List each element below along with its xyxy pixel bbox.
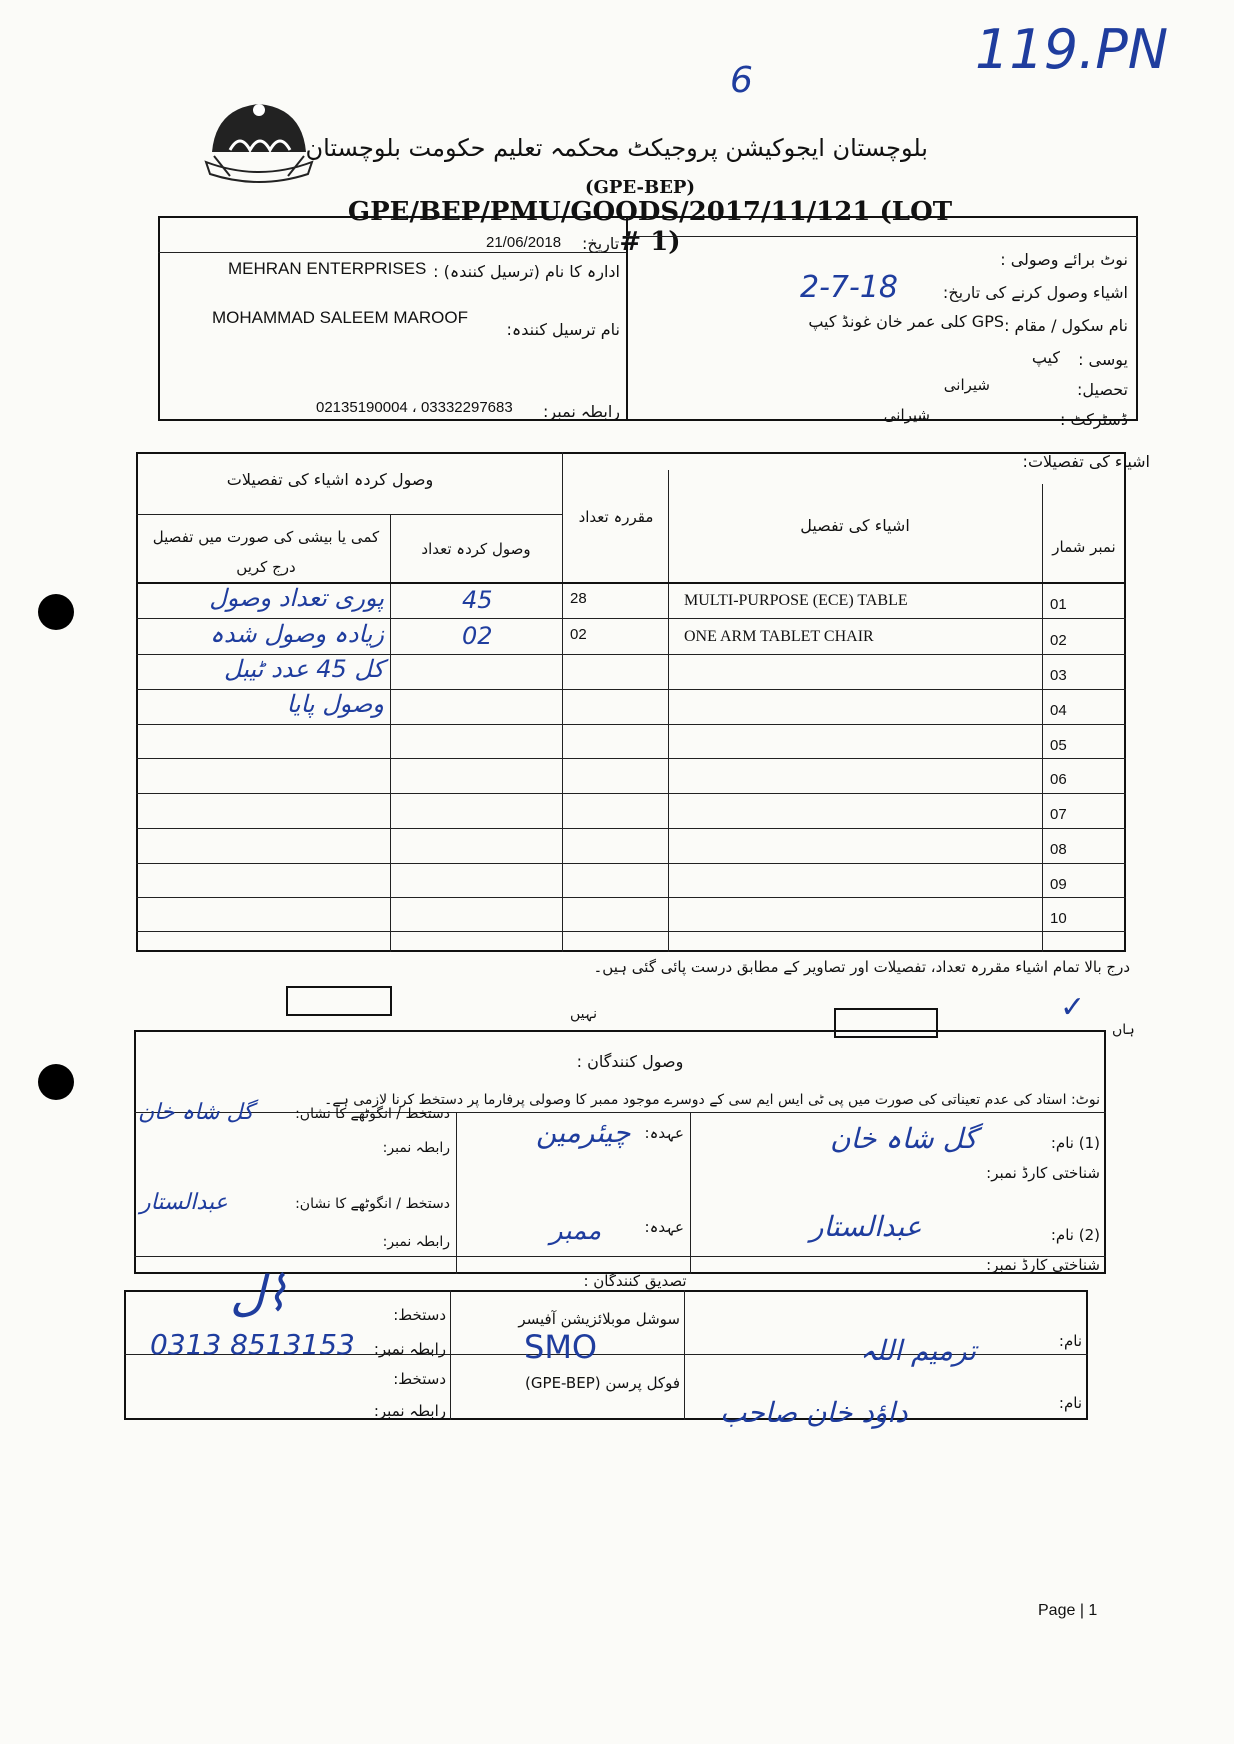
smo-name-label: نام: (1058, 1332, 1082, 1350)
contact-label: رابطہ نمبر: (543, 402, 620, 421)
items-section-label: اشیاء کی تفصیلات: (1022, 452, 1150, 471)
smo-contact-value: 0313 8513153 (150, 1328, 355, 1361)
row-serial: 01 (1050, 596, 1067, 613)
header-shortfall (150, 522, 382, 582)
header-shortfall-text: کمی یا بیشی کی صورت میں تفصیل درج کریں (152, 528, 380, 576)
row-remark: کل 45 عدد ٹیبل (224, 655, 384, 683)
person1-signature: گل شاہ خان (138, 1100, 254, 1125)
person2-designation-value: ممبر (550, 1216, 602, 1246)
school-value: GPS کلی عمر خان غونڈ کیپ (808, 312, 1004, 331)
header-received-group: وصول کردہ اشیاء کی تفصیلات (226, 470, 434, 489)
smo-title: سوشل موبلائزیشن آفیسر (518, 1310, 680, 1328)
org-value: MEHRAN ENTERPRISES (228, 259, 427, 278)
header-received-qty: وصول کردہ تعداد (421, 540, 531, 558)
smo-signature-label: دستخط: (393, 1306, 446, 1324)
focal-title: فوکل پرسن (GPE-BEP) (525, 1374, 680, 1392)
org-label: ادارہ کا نام (ترسیل کنندہ) : (433, 262, 620, 281)
row-serial: 08 (1050, 841, 1067, 858)
district-label: ڈسٹرکٹ : (1060, 410, 1128, 429)
person2-id-label: شناختی کارڈ نمبر: (986, 1256, 1100, 1274)
header-description: اشیاء کی تفصیل (800, 516, 910, 535)
person1-name-value: گل شاہ خان (830, 1122, 978, 1155)
smo-name-value: ترمیم اللہ (860, 1334, 977, 1367)
focal-signature-label: دستخط: (393, 1370, 446, 1388)
smo-handwritten: SMO (524, 1328, 598, 1366)
receivers-note: نوٹ: استاد کی عدم تعیناتی کی صورت میں پی ٹی ایس ایم سی کے دوسرے موجود ممبر کا وصولی پرفارما پر دستخط کرنا لازمی ہے۔ (324, 1092, 1100, 1108)
row-description: ONE ARM TABLET CHAIR (684, 628, 874, 645)
contact-value: 02135190004 ، 03332297683 (316, 399, 513, 416)
row-fixed-qty: 02 (570, 626, 587, 643)
header-serial: نمبر شمار (1052, 538, 1116, 556)
handwritten-reference-number: 119.PN (975, 18, 1169, 81)
row-serial: 02 (1050, 632, 1067, 649)
person1-name-label: (1) نام: (1050, 1134, 1100, 1152)
person2-contact-label: رابطہ نمبر: (382, 1234, 450, 1250)
page-number: Page | 1 (1038, 1602, 1098, 1619)
row-remark: زیادہ وصول شدہ (209, 620, 384, 648)
row-serial: 04 (1050, 702, 1067, 719)
verifiers-title: تصدیق کنندگان : (583, 1272, 687, 1290)
row-description: MULTI-PURPOSE (ECE) TABLE (684, 592, 908, 609)
handwritten-page-marker: 6 (730, 60, 753, 101)
focal-contact-label: رابطہ نمبر: (373, 1402, 446, 1420)
sender-label: نام ترسیل کنندہ: (506, 320, 620, 339)
row-remark: وصول پایا (286, 690, 384, 718)
uc-value: کیپ (1031, 348, 1060, 367)
smo-contact-label: رابطہ نمبر: (373, 1340, 446, 1358)
government-emblem-logo (200, 90, 318, 186)
header-fixed-qty: مقررہ تعداد (578, 508, 654, 526)
confirmation-statement: درج بالا تمام اشیاء مقررہ تعداد، تفصیلات اور تصاویر کے مطابق درست پائی گئی ہیں۔ (593, 958, 1130, 976)
row-serial: 09 (1050, 876, 1067, 893)
date-value: 21/06/2018 (486, 234, 562, 251)
no-label: نہیں (570, 1006, 597, 1022)
tehsil-label: تحصیل: (1077, 380, 1128, 399)
row-received-qty: 02 (462, 622, 493, 650)
receive-date-label: اشیاء وصول کرنے کی تاریخ: (942, 283, 1128, 302)
project-code: (GPE-BEP) (585, 177, 695, 198)
sender-value: MOHAMMAD SALEEM MAROOF (212, 308, 468, 327)
person1-designation-label: عہدہ: (644, 1124, 684, 1142)
row-serial: 05 (1050, 737, 1067, 754)
person1-id-label: شناختی کارڈ نمبر: (986, 1164, 1100, 1182)
smo-signature-mark: ﻝ⌇ (230, 1266, 289, 1322)
school-label: نام سکول / مقام : (1004, 316, 1128, 335)
person2-name-label: (2) نام: (1050, 1226, 1100, 1244)
row-serial: 06 (1050, 771, 1067, 788)
yes-tick-mark: ✓ (1060, 990, 1086, 1025)
uc-label: یوسی : (1078, 350, 1128, 369)
row-remark: پوری تعداد وصول (209, 584, 384, 612)
tender-reference: GPE/BEP/PMU/GOODS/2017/11/121 (LOT # 1) (347, 197, 953, 257)
district-value: شیرانی (883, 406, 930, 424)
tehsil-value: شیرانی (943, 376, 990, 394)
row-serial: 03 (1050, 667, 1067, 684)
receive-date-value: 2-7-18 (800, 270, 898, 305)
receivers-title: وصول کنندگان : (576, 1052, 684, 1071)
row-serial: 07 (1050, 806, 1067, 823)
row-received-qty: 45 (462, 586, 493, 614)
person2-name-value: عبدالستار (810, 1210, 922, 1243)
person1-designation-value: چیئرمین (536, 1116, 631, 1149)
row-fixed-qty: 28 (570, 590, 587, 607)
no-checkbox[interactable] (286, 986, 392, 1016)
person2-signature-label: دستخط / انگوٹھے کا نشان: (295, 1196, 450, 1212)
yes-label: ہاں (1112, 1022, 1135, 1038)
person1-contact-label: رابطہ نمبر: (382, 1140, 450, 1156)
receipt-note-label: نوٹ برائے وصولی : (1000, 250, 1128, 269)
focal-name-label: نام: (1058, 1394, 1082, 1412)
date-label: تاریخ: (582, 234, 620, 253)
urdu-department-title: بلوچستان ایجوکیشن پروجیکٹ محکمہ تعلیم حکومت بلوچستان (305, 134, 928, 162)
row-serial: 10 (1050, 910, 1067, 927)
punch-hole-bottom (38, 1064, 74, 1100)
focal-name-value: داؤد خان صاحب (720, 1396, 908, 1429)
punch-hole-top (38, 594, 74, 630)
person2-signature: عبدالستار (140, 1190, 228, 1215)
person2-designation-label: عہدہ: (644, 1218, 684, 1236)
person1-signature-label: دستخط / انگوٹھے کا نشان: (295, 1106, 450, 1122)
